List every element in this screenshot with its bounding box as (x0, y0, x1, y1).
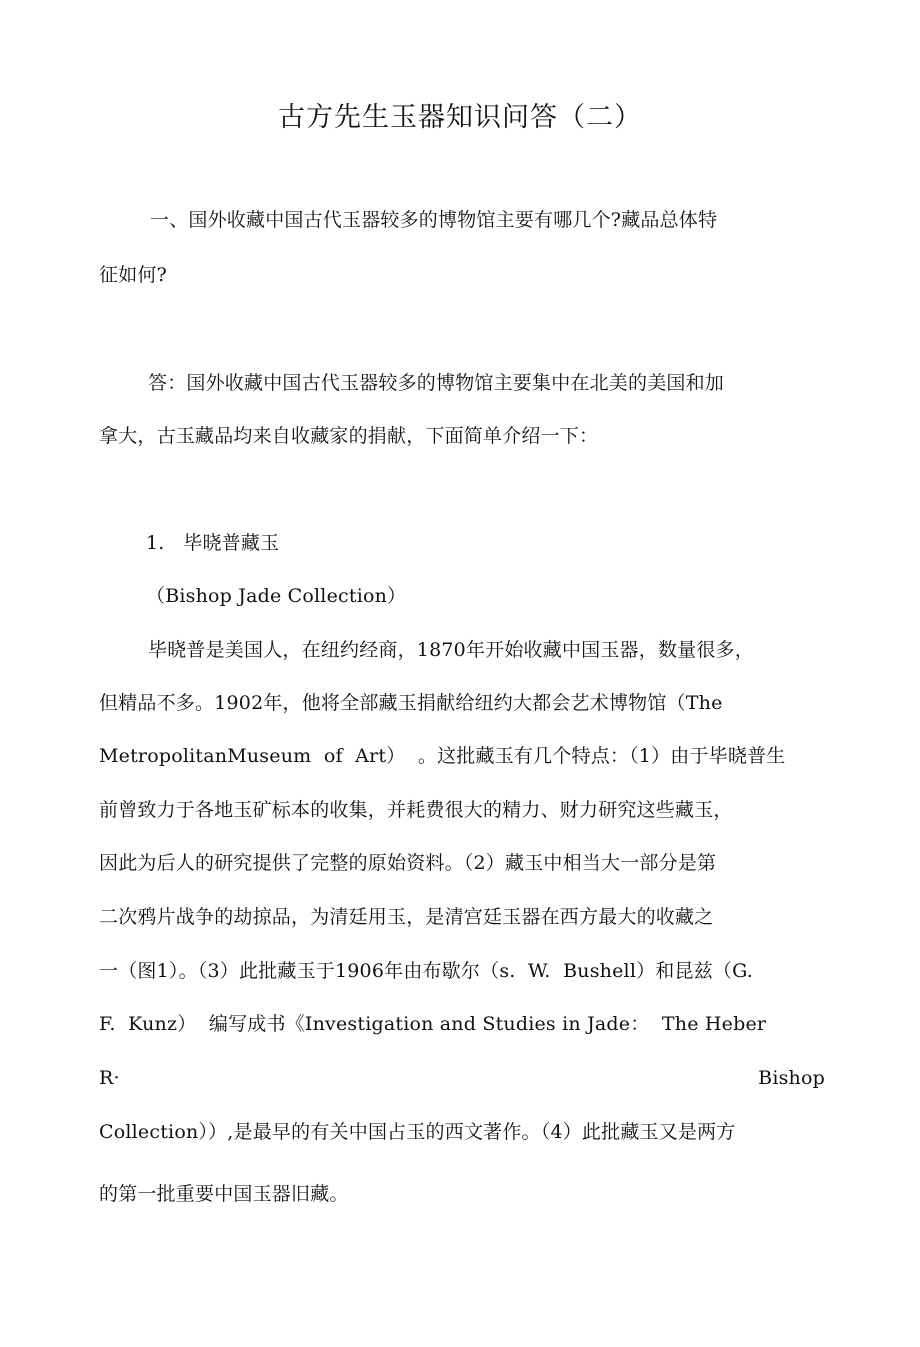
body-line-1: 毕晓普是美国人，在纽约经商，1870年开始收藏中国玉器，数量很多， (148, 639, 754, 661)
body-line-6: 二次鸦片战争的劫掠品，为清廷用玉，是清宫廷玉器在西方最大的收藏之 (99, 906, 714, 928)
body-line-9-right: Bishop (758, 1067, 825, 1089)
item-1-heading: 1. 毕晓普藏玉 (146, 532, 280, 554)
answer-line-1: 答：国外收藏中国古代玉器较多的博物馆主要集中在北美的美国和加 (148, 372, 725, 394)
question-line-1: 一、国外收藏中国古代玉器较多的博物馆主要有哪几个?藏品总体特 (150, 209, 718, 231)
body-line-7: 一（图1）。（3）此批藏玉于1906年由布歇尔（s. W. Bushell）和昆兹（G. (99, 960, 754, 982)
body-line-3: MetropolitanMuseum of Art） 。这批藏玉有几个特点：（1）由于毕晓普生 (99, 745, 786, 767)
body-line-2: 但精品不多。1902年，他将全部藏玉捐献给纽约大都会艺术博物馆（The (99, 692, 723, 714)
question-line-2: 征如何? (99, 264, 167, 286)
body-line-8: F. Kunz） 编写成书《Investigation and Studies in Jade： The Heber (99, 1013, 767, 1035)
body-line-10: Collection））,是最早的有关中国占玉的西文著作。（4）此批藏玉又是两方 (99, 1121, 736, 1143)
body-line-11: 的第一批重要中国玉器旧藏。 (99, 1183, 349, 1205)
body-line-5: 因此为后人的研究提供了完整的原始资料。（2）藏玉中相当大一部分是第 (99, 852, 717, 874)
item-1-subheading: （Bishop Jade Collection） (146, 585, 407, 607)
body-line-9-left: R· (99, 1067, 120, 1089)
body-line-4: 前曾致力于各地玉矿标本的收集，并耗费很大的精力、财力研究这些藏玉， (99, 799, 733, 821)
page-title: 古方先生玉器知识问答（二） (278, 102, 642, 133)
answer-line-2: 拿大，古玉藏品均来自收藏家的捐献，下面简单介绍一下： (99, 425, 599, 447)
body-line-9 (99, 1065, 825, 1091)
